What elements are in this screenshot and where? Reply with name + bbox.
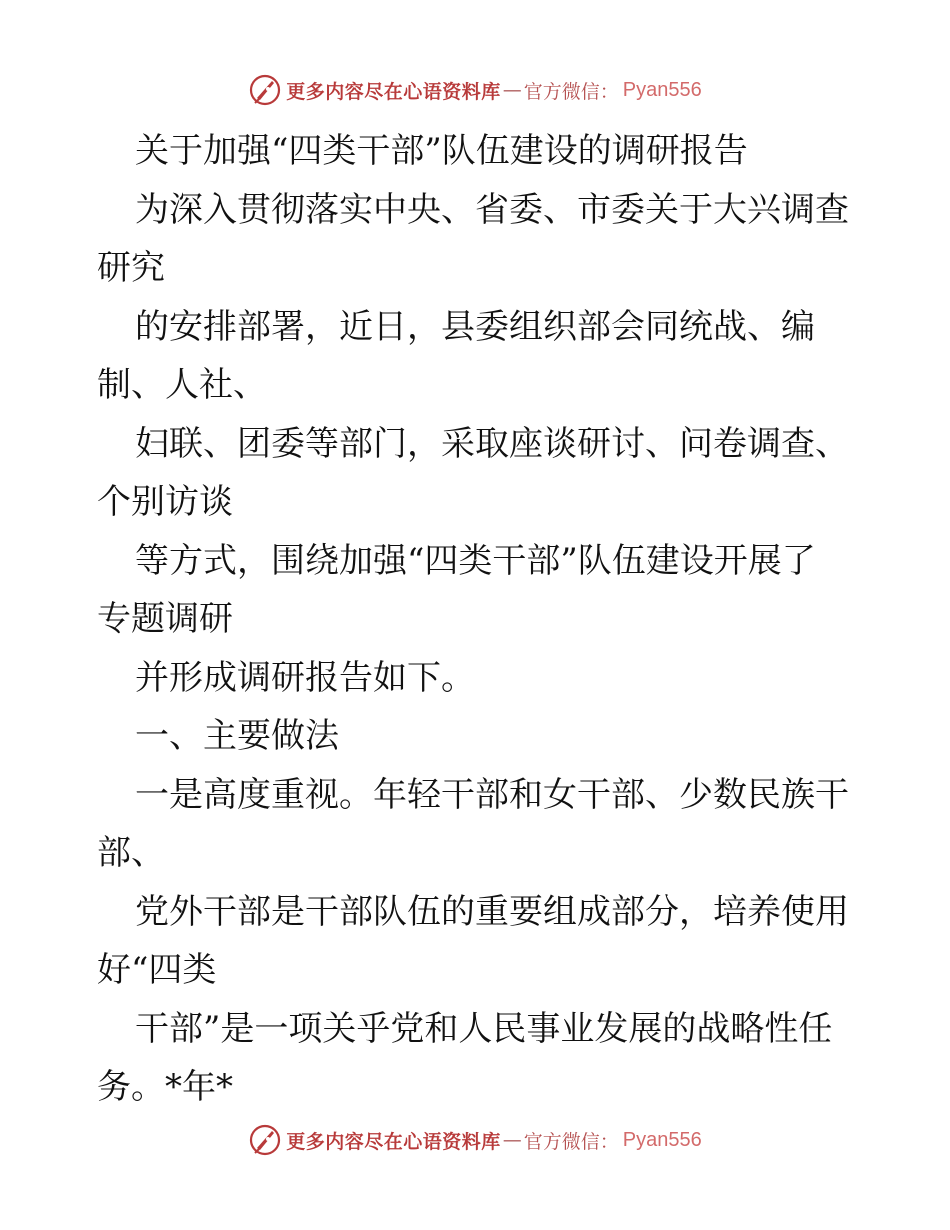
- banner-wechat-label: 官方微信: [523, 1130, 600, 1153]
- banner-text: 更多内容尽在心语资料库: [286, 1130, 501, 1153]
- paragraph-line: 一是高度重视。年轻干部和女干部、少数民族干: [135, 774, 849, 815]
- paragraph-line: 等方式，围绕加强“四类干部”队伍建设开展了: [135, 540, 816, 581]
- paragraph-line: 专题调研: [97, 599, 233, 639]
- paragraph-line: 制、人社、: [97, 365, 267, 405]
- document-body: [97, 122, 857, 1117]
- banner-wechat-label: 官方微信: [523, 80, 600, 103]
- header-banner: [0, 70, 950, 110]
- paragraph-line: 党外干部是干部队伍的重要组成部分，培养使用: [135, 891, 849, 932]
- feather-pen-logo-icon: [248, 1123, 282, 1157]
- section-heading: 一、主要做法: [135, 716, 339, 756]
- footer-banner: [0, 1120, 950, 1160]
- paragraph-line: 部、: [97, 833, 165, 873]
- paragraph-line: 个别访谈: [97, 482, 233, 522]
- paragraph-line: 为深入贯彻落实中央、省委、市委关于大兴调查: [135, 189, 849, 230]
- banner-wechat-id: Pyan556: [622, 78, 702, 101]
- banner-dash: —: [502, 79, 522, 101]
- banner-dash: —: [502, 1129, 522, 1151]
- document-title: 关于加强“四类干部”队伍建设的调研报告: [135, 131, 748, 171]
- paragraph-line: 研究: [97, 248, 165, 288]
- banner-text: 更多内容尽在心语资料库: [286, 80, 501, 103]
- paragraph-line: 的安排部署，近日，县委组织部会同统战、编: [135, 306, 815, 347]
- paragraph-line: 干部”是一项关乎党和人民事业发展的战略性任: [135, 1008, 833, 1049]
- paragraph-line: 好“四类: [97, 950, 217, 990]
- banner-separator: ：: [599, 80, 619, 103]
- banner-wechat-id: Pyan556: [622, 1128, 702, 1151]
- paragraph-line: 并形成调研报告如下。: [135, 657, 475, 698]
- banner-separator: ：: [599, 1130, 619, 1153]
- paragraph-line: 务。*年*: [97, 1067, 233, 1107]
- feather-pen-logo-icon: [248, 73, 282, 107]
- paragraph-line: 妇联、团委等部门，采取座谈研讨、问卷调查、: [135, 423, 849, 464]
